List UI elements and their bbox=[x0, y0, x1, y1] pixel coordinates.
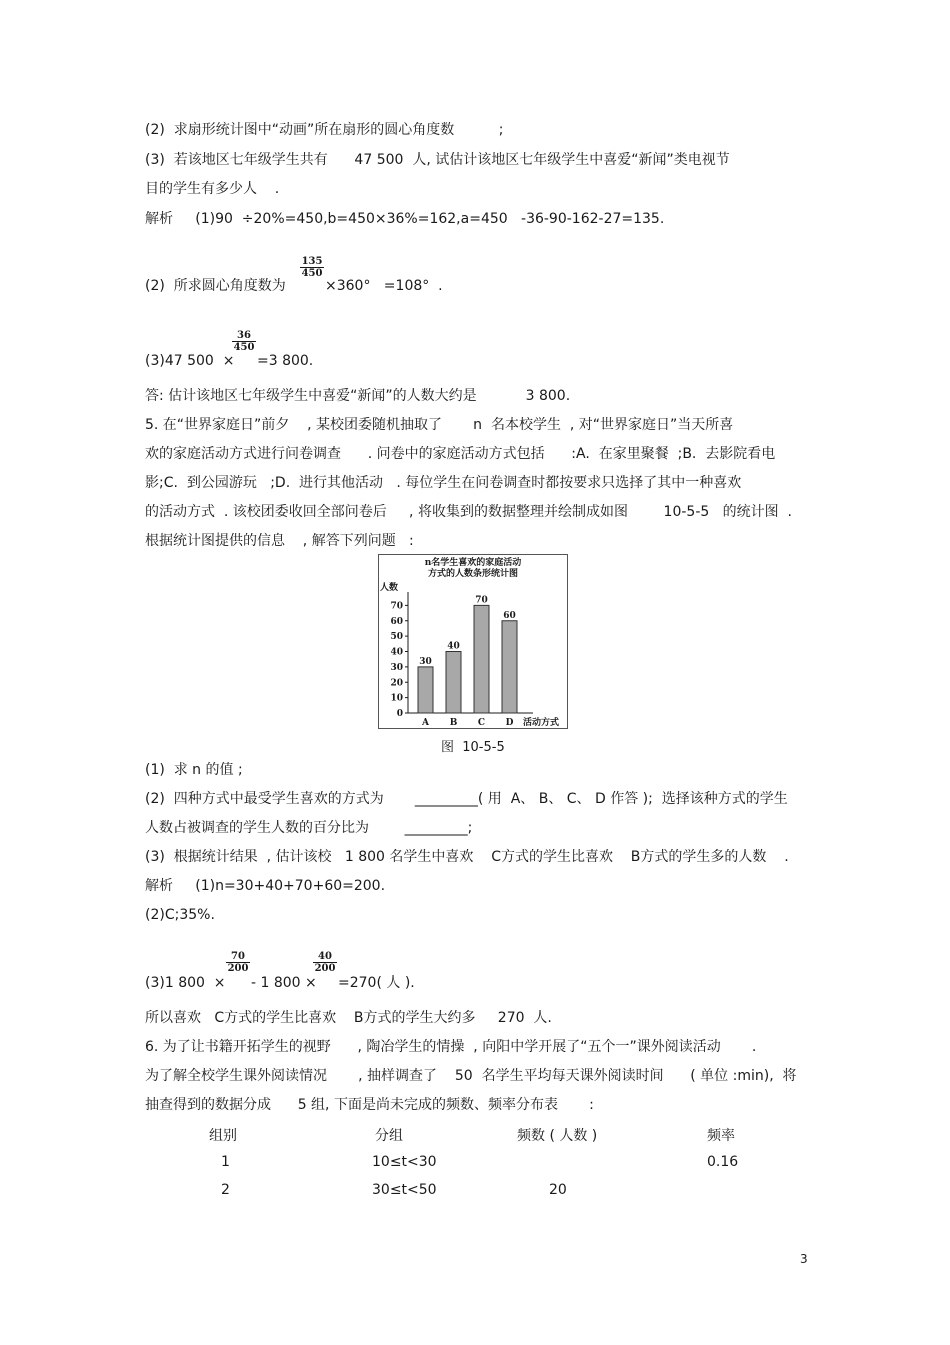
y-tick-label: 40 bbox=[390, 647, 403, 658]
bar-value-label: 40 bbox=[447, 641, 460, 652]
bar-value-label: 70 bbox=[475, 595, 488, 606]
question-3-text: (3) 若该地区七年级学生共有 47 500 人, 试估计该地区七年级学生中喜爱“新闻”类电视节 bbox=[145, 152, 730, 168]
question-5-3: (3) 根据统计结果 , 估计该校 1 800 名学生中喜欢 C方式的学生比喜欢 B方式的学生多的人数 . bbox=[145, 849, 789, 865]
table-cell: 2 bbox=[221, 1182, 230, 1198]
table-cell: 10≤t<30 bbox=[372, 1154, 437, 1170]
table-header-group: 组别 bbox=[209, 1128, 237, 1144]
solution-1: 解析 (1)90 ÷20%=450,b=450×36%=162,a=450 -36-90-162-27=135. bbox=[145, 211, 665, 227]
solution-5-3-suffix: =270( 人 ). bbox=[338, 975, 415, 991]
table-cell: 20 bbox=[549, 1182, 567, 1198]
problem-6-line-1: 6. 为了让书籍开拓学生的视野 , 陶冶学生的情操 , 向阳中学开展了“五个一”课外阅读活动 . bbox=[145, 1039, 757, 1055]
solution-3-prefix: (3)47 500 × bbox=[145, 353, 235, 369]
y-tick-label: 60 bbox=[390, 616, 403, 627]
bar-B bbox=[446, 652, 461, 714]
y-tick-label: 10 bbox=[390, 693, 403, 704]
conclusion-line: 所以喜欢 C方式的学生比喜欢 B方式的学生大约多 270 人. bbox=[145, 1010, 552, 1026]
bar-C bbox=[474, 605, 489, 713]
x-tick-label: A bbox=[422, 718, 429, 728]
question-2-text: (2) 求扇形统计图中“动画”所在扇形的圆心角度数 ; bbox=[145, 122, 504, 138]
page-number: 3 bbox=[800, 1252, 808, 1266]
chart-title-line: 方式的人数条形统计图 bbox=[427, 569, 519, 579]
question-3-text-cont: 目的学生有多少人 . bbox=[145, 181, 280, 197]
fraction-40-200: 40 200 bbox=[314, 951, 336, 974]
y-axis-label: 人数 bbox=[380, 583, 399, 593]
problem-5-line-3: 影;C. 到公园游玩 ;D. 进行其他活动 . 每位学生在问卷调查时都按要求只选择了其中一种喜欢 bbox=[145, 475, 742, 491]
solution-5-1: 解析 (1)n=30+40+70+60=200. bbox=[145, 878, 386, 894]
solution-3-suffix: =3 800. bbox=[257, 353, 314, 369]
y-tick-label: 0 bbox=[396, 709, 403, 719]
problem-6-line-3: 抽查得到的数据分成 5 组, 下面是尚未完成的频数、频率分布表 : bbox=[145, 1097, 594, 1113]
x-tick-label: D bbox=[505, 718, 514, 728]
y-tick-label: 30 bbox=[390, 662, 403, 673]
question-5-2: (2) 四种方式中最受学生喜欢的方式为 _________( 用 A、 B、 C、 D 作答 ); 选择该种方式的学生 bbox=[145, 791, 788, 807]
problem-6-line-2: 为了解全校学生课外阅读情况 , 抽样调查了 50 名学生平均每天课外阅读时间 ( 单位 :min), 将 bbox=[145, 1068, 797, 1084]
question-5-1: (1) 求 n 的值 ; bbox=[145, 762, 243, 778]
bar-chart bbox=[378, 554, 568, 729]
bar-value-label: 60 bbox=[503, 610, 516, 621]
chart-title-line: n名学生喜欢的家庭活动 bbox=[424, 558, 522, 568]
fraction-70-200: 70 200 bbox=[227, 951, 249, 974]
y-tick-label: 70 bbox=[390, 601, 403, 612]
y-tick-label: 20 bbox=[390, 678, 403, 689]
solution-2-prefix: (2) 所求圆心角度数为 bbox=[145, 278, 286, 294]
chart-frame bbox=[379, 555, 568, 729]
table-header-frequency: 频率 bbox=[707, 1128, 735, 1144]
x-tick-label: C bbox=[477, 718, 486, 728]
answer-line: 答: 估计该地区七年级学生中喜爱“新闻”的人数大约是 3 800. bbox=[145, 388, 571, 404]
fraction-36-450: 36 450 bbox=[233, 330, 255, 353]
problem-5-line-2: 欢的家庭活动方式进行问卷调查 . 问卷中的家庭活动方式包括 :A. 在家里聚餐 ;B. 去影院看电 bbox=[145, 446, 776, 462]
y-tick-label: 50 bbox=[390, 632, 403, 643]
solution-5-2: (2)C;35%. bbox=[145, 907, 215, 923]
bar-value-label: 30 bbox=[419, 656, 432, 667]
problem-5-line-1: 5. 在“世界家庭日”前夕 , 某校团委随机抽取了 n 名本校学生 , 对“世界家庭日”当天所喜 bbox=[145, 417, 734, 433]
x-tick-label: B bbox=[449, 718, 458, 728]
table-cell: 0.16 bbox=[707, 1154, 739, 1170]
question-5-2-cont: 人数占被调查的学生人数的百分比为 _________; bbox=[145, 820, 473, 836]
table-header-range: 分组 bbox=[375, 1128, 403, 1144]
solution-5-3-mid: - 1 800 × bbox=[251, 975, 317, 991]
solution-2-suffix: ×360° =108° . bbox=[325, 278, 443, 294]
table-cell: 30≤t<50 bbox=[372, 1182, 437, 1198]
x-axis-label: 活动方式 bbox=[523, 718, 560, 728]
problem-5-line-4: 的活动方式 . 该校团委收回全部问卷后 , 将收集到的数据整理并绘制成如图 10-5-5 的统计图 . bbox=[145, 504, 792, 520]
table-header-count: 频数 ( 人数 ) bbox=[517, 1128, 598, 1144]
bar-D bbox=[502, 621, 517, 713]
figure-caption: 图 10-5-5 bbox=[441, 740, 505, 755]
table-cell: 1 bbox=[221, 1154, 230, 1170]
fraction-135-450: 135 450 bbox=[301, 256, 323, 279]
solution-5-3-prefix: (3)1 800 × bbox=[145, 975, 226, 991]
bar-A bbox=[418, 667, 433, 713]
problem-5-line-5: 根据统计图提供的信息 , 解答下列问题 : bbox=[145, 533, 414, 549]
